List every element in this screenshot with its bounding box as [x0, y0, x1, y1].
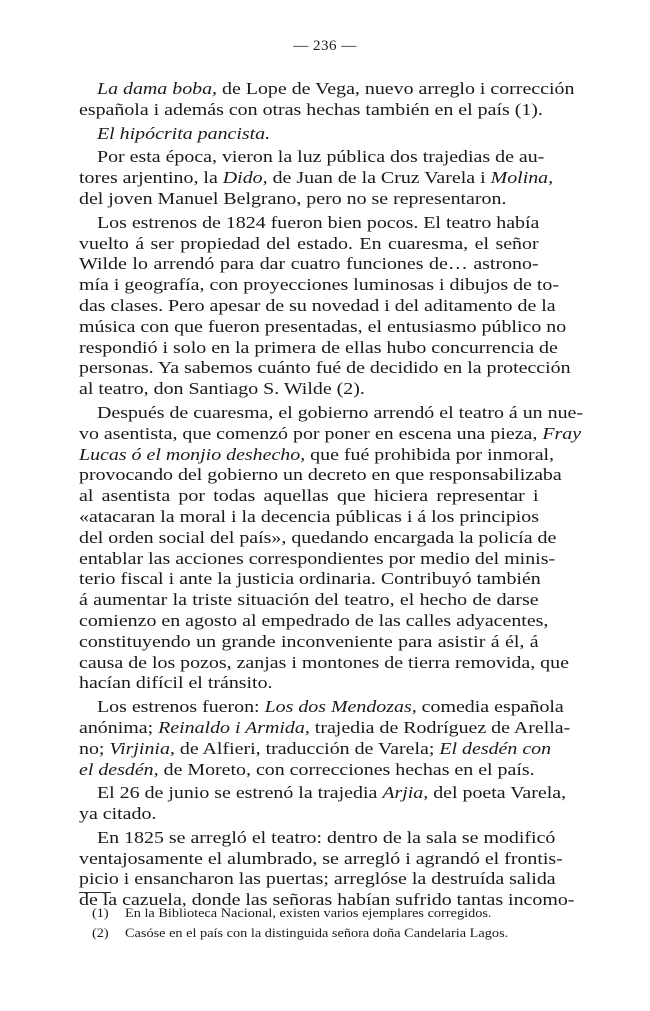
text-run: personas. Ya sabemos cuánto fué de decidido en la protección — [79, 358, 571, 378]
text-run: ya citado. — [79, 804, 157, 824]
text-run: El 26 de junio se estrenó la trajedia — [97, 783, 383, 803]
text-run: al asentista por todas aquellas que hiciera representar i — [79, 486, 539, 506]
text-line — [79, 423, 582, 445]
text-line — [79, 760, 539, 781]
text-run: hacían difícil el tránsito. — [79, 673, 273, 693]
text-run: al teatro, don Santiago S. Wilde (2). — [79, 379, 365, 399]
paragraph — [79, 783, 567, 825]
italic-title: Los dos Mendozas, — [264, 697, 417, 717]
text-run: á aumentar la triste situación del teatro, el hecho de darse — [79, 590, 539, 610]
text-run: de la cazuela, donde las señoras habían sufrido tantas incomo- — [79, 890, 575, 910]
text-run: ventajosamente el alumbrado, se arregló i agrandó el frontis- — [79, 848, 563, 868]
text-line — [79, 337, 558, 359]
paragraph — [79, 212, 571, 400]
text-line — [79, 213, 539, 234]
text-run: mía i geografía, con proyecciones luminosas i dibujos de to- — [79, 275, 559, 295]
text-run: respondió i solo en la primera de ellas hubo concurrencia de — [79, 337, 558, 357]
text-run: entablar las acciones correspondientes por medio del minis- — [79, 548, 556, 568]
italic-title: El hipócrita pancista. — [97, 123, 271, 143]
italic-title: el desdén, — [79, 759, 159, 779]
italic-title: Molina, — [490, 168, 554, 188]
footnote-separator — [79, 892, 111, 893]
text-line — [79, 827, 556, 849]
text-line — [79, 444, 555, 466]
text-line — [79, 168, 554, 189]
footnotes — [92, 903, 508, 943]
text-run: constituyendo un grande inconveniente para asistir á él, á — [79, 631, 539, 651]
text-line — [79, 738, 552, 760]
paragraph — [79, 827, 575, 911]
text-run: comedia española — [416, 697, 564, 717]
page-number: — 236 — — [293, 38, 357, 54]
text-line — [79, 358, 571, 379]
text-run: que fué prohibida por inmoral, — [305, 444, 555, 464]
text-run: de Juan de la Cruz Varela i — [267, 168, 491, 188]
text-line — [79, 147, 545, 168]
text-line — [79, 590, 539, 611]
text-line — [79, 804, 539, 825]
text-run: «atacaran la moral i la decencia públicas i á los principios — [79, 506, 540, 526]
italic-title: Fray — [542, 423, 582, 443]
text-line — [79, 527, 557, 549]
text-line — [79, 379, 539, 400]
paragraph — [79, 79, 575, 121]
text-line — [79, 652, 569, 674]
text-run: del poeta Varela, — [428, 783, 567, 803]
text-run: terio fiscal i ante la justicia ordinaria. Contribuyó también — [79, 569, 541, 589]
text-run: de Moreto, con correcciones hechas en el país. — [158, 759, 535, 779]
text-run: trajedia de Rodríguez de Arella- — [309, 717, 571, 737]
text-line — [79, 316, 567, 338]
text-line — [79, 717, 571, 739]
paragraph — [79, 124, 539, 145]
italic-title: El desdén con — [439, 738, 552, 758]
text-run: no; — [79, 738, 110, 758]
text-line — [79, 79, 575, 100]
paragraph — [79, 402, 583, 694]
italic-title: Reinaldo i Armida, — [158, 717, 310, 737]
footnote-mark: (2) — [92, 925, 109, 940]
text-run: de Alfieri, traducción de Varela; — [174, 738, 440, 758]
text-line — [79, 189, 539, 210]
italic-title: Dido, — [222, 168, 268, 188]
text-line — [79, 673, 539, 694]
footnote-text: Casóse en el país con la distinguida señora doña Candelaria Lagos. — [125, 925, 509, 940]
text-run: del orden social del país», quedando encargada la policía de — [79, 527, 557, 547]
body-text — [79, 79, 583, 914]
italic-title: Virjinia, — [109, 738, 175, 758]
text-line — [79, 569, 539, 590]
text-line — [79, 610, 549, 632]
footnote — [92, 923, 508, 943]
text-run: Los estrenos fueron: — [97, 697, 265, 717]
italic-title: La dama boba, — [97, 79, 218, 98]
text-run: música con que fueron presentadas, el entusiasmo público no — [79, 316, 567, 336]
text-line — [79, 465, 562, 486]
text-line — [79, 783, 567, 804]
text-line — [79, 275, 559, 296]
text-run: del joven Manuel Belgrano, pero no se representaron. — [79, 188, 507, 208]
text-line — [79, 507, 539, 528]
text-run: de Lope de Vega, nuevo arreglo i corrección — [217, 79, 575, 98]
text-run: provocando del gobierno un decreto en que responsabilizaba — [79, 465, 562, 485]
footnote — [92, 903, 508, 923]
text-line — [79, 869, 556, 890]
text-run: causa de los pozos, zanjas i montones de tierra removida, que — [79, 652, 569, 672]
text-run: En 1825 se arregló el teatro: dentro de la sala se modificó — [97, 827, 556, 847]
text-run: vuelto á ser propiedad del estado. En cuaresma, el señor — [79, 233, 539, 253]
text-run: anónima; — [79, 717, 159, 737]
text-line — [79, 295, 556, 317]
italic-title: Arjia, — [382, 783, 429, 803]
text-line — [79, 632, 539, 653]
text-line — [79, 548, 556, 570]
text-line — [79, 402, 583, 424]
text-run: picio i ensancharon las puertas; arreglóse la destruída salida — [79, 869, 556, 889]
text-line — [79, 234, 539, 255]
text-line — [79, 697, 564, 718]
text-run: Después de cuaresma, el gobierno arrendó el teatro á un nue- — [97, 402, 583, 422]
footnote-text: En la Biblioteca Nacional, existen varios ejemplares corregidos. — [125, 905, 492, 920]
paragraph — [79, 147, 554, 209]
text-line — [79, 124, 539, 145]
paragraph — [79, 697, 571, 780]
text-run: comienzo en agosto al empedrado de las calles adyacentes, — [79, 610, 549, 630]
text-run: vo asentista, que comenzó por poner en escena una pieza, — [79, 423, 543, 443]
text-line — [79, 99, 543, 121]
text-run: Wilde lo arrendó para dar cuatro funciones de… astrono- — [79, 254, 539, 274]
text-line — [79, 254, 539, 275]
text-line — [79, 486, 539, 507]
text-run: das clases. Pero apesar de su novedad i del aditamento de la — [79, 295, 556, 315]
italic-title: Lucas ó el monjio deshecho, — [79, 444, 306, 464]
footnote-mark: (1) — [92, 905, 109, 920]
text-run: Los estrenos de 1824 fueron bien pocos. El teatro había — [97, 212, 540, 232]
text-run: española i además con otras hechas también en el país (1). — [79, 99, 543, 119]
text-run: Por esta época, vieron la luz pública dos trajedias de au- — [97, 147, 545, 167]
text-line — [79, 848, 563, 870]
text-run: tores arjentino, la — [79, 168, 223, 188]
